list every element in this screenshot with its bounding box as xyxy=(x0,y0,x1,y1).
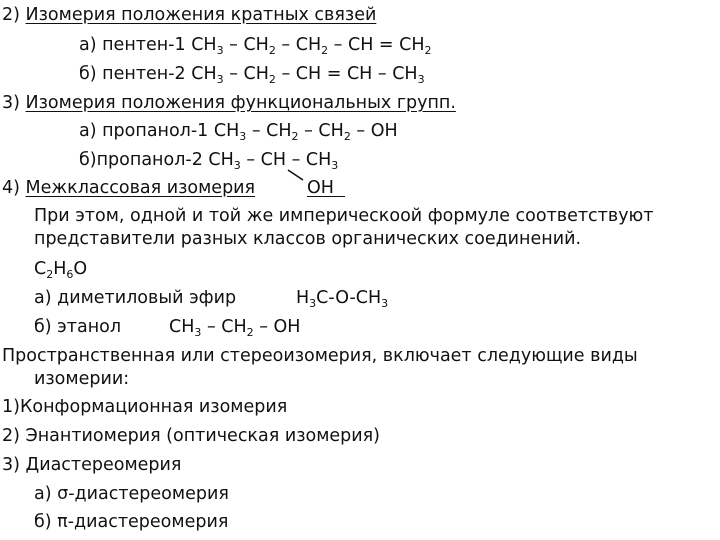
dimethyl-ether-label: а) диметиловый эфир xyxy=(34,288,237,308)
formula-part: CH xyxy=(191,35,217,55)
subscript: 2 xyxy=(291,130,299,143)
formula-part: – OH xyxy=(253,317,301,337)
subscript: 3 xyxy=(194,326,202,339)
paragraph-line-2: представители разных классов органических соединений. xyxy=(34,229,582,249)
stereoisomerism-line-1: Пространственная или стереоизомерия, включает следующие виды xyxy=(2,346,638,366)
formula-part: – CH xyxy=(223,64,269,84)
propanol-2-formula xyxy=(79,149,338,171)
subscript: 3 xyxy=(216,73,224,86)
subscript: 2 xyxy=(268,44,276,57)
subscript: 3 xyxy=(233,159,241,172)
section-title: Межклассовая изомерия xyxy=(25,178,256,198)
ethanol-formula xyxy=(169,316,300,338)
subscript: 2 xyxy=(268,73,276,86)
item-number: 3) xyxy=(2,93,26,113)
diastereomerism: 3) Диастереомерия xyxy=(2,455,182,475)
formula-part: O xyxy=(73,259,88,279)
subscript: 3 xyxy=(216,44,224,57)
hydroxyl-group-label xyxy=(307,177,345,199)
pentene-1-formula xyxy=(79,34,432,56)
section-title: Изомерия положения кратных связей xyxy=(25,5,377,25)
compound-label: а) пропанол-1 xyxy=(79,121,214,141)
subscript: 3 xyxy=(417,73,425,86)
subscript: 3 xyxy=(309,297,317,310)
compound-label: б)пропанол-2 xyxy=(79,150,209,170)
formula-part: C xyxy=(34,259,47,279)
formula-part: – CH = CH xyxy=(328,35,425,55)
section-title: Изомерия положения функциональных групп. xyxy=(25,93,456,113)
dimethyl-ether-formula xyxy=(296,287,388,309)
item-number: 2) xyxy=(2,5,26,25)
subscript: 2 xyxy=(246,326,254,339)
formula-part: CH xyxy=(213,121,240,141)
subscript: 3 xyxy=(331,159,339,172)
formula-part: – CH = CH – CH xyxy=(275,64,418,84)
oh-group: OH xyxy=(307,178,334,198)
pentene-2-formula xyxy=(79,63,425,85)
formula-part: H xyxy=(53,259,67,279)
formula-part: – CH xyxy=(201,317,247,337)
conformational-isomerism: 1)Конформационная изомерия xyxy=(2,397,288,417)
stereoisomerism-line-2: изомерии: xyxy=(34,369,130,389)
subscript: 2 xyxy=(343,130,351,143)
sigma-diastereomerism: а) σ-диастереомерия xyxy=(34,484,229,504)
enantiomerism: 2) Энантиомерия (оптическая изомерия) xyxy=(2,426,381,446)
propanol-1-formula xyxy=(79,120,398,142)
subscript: 3 xyxy=(381,297,389,310)
heading-position-isomerism-functional-groups xyxy=(2,92,456,114)
formula-part: – OH xyxy=(350,121,398,141)
subscript: 3 xyxy=(239,130,247,143)
subscript: 2 xyxy=(424,44,432,57)
formula-part: C-O-CH xyxy=(316,288,382,308)
ethanol-label: б) этанол xyxy=(34,317,122,337)
pi-diastereomerism: б) π-диастереомерия xyxy=(34,512,229,532)
formula-part: H xyxy=(296,288,310,308)
subscript: 6 xyxy=(66,268,74,281)
compound-label: а) пентен-1 xyxy=(79,35,192,55)
paragraph-line-1: При этом, одной и той же империческоой формуле соответствуют xyxy=(34,206,654,226)
formula-part: CH xyxy=(191,64,217,84)
oh-underline-tail xyxy=(334,178,345,198)
bond-line xyxy=(288,170,303,180)
subscript: 2 xyxy=(321,44,329,57)
molecular-formula xyxy=(34,258,87,280)
item-number: 4) xyxy=(2,178,26,198)
subscript: 2 xyxy=(46,268,54,281)
formula-part: – CH – CH xyxy=(240,150,332,170)
formula-part: – CH xyxy=(223,35,269,55)
compound-label: б) пентен-2 xyxy=(79,64,192,84)
formula-part: – CH xyxy=(246,121,292,141)
heading-interclass-isomerism xyxy=(2,177,255,199)
formula-part: CH xyxy=(208,150,234,170)
formula-part: – CH xyxy=(275,35,322,55)
heading-position-isomerism-multiple-bonds xyxy=(2,4,376,26)
formula-part: – CH xyxy=(298,121,344,141)
formula-part: CH xyxy=(169,317,195,337)
